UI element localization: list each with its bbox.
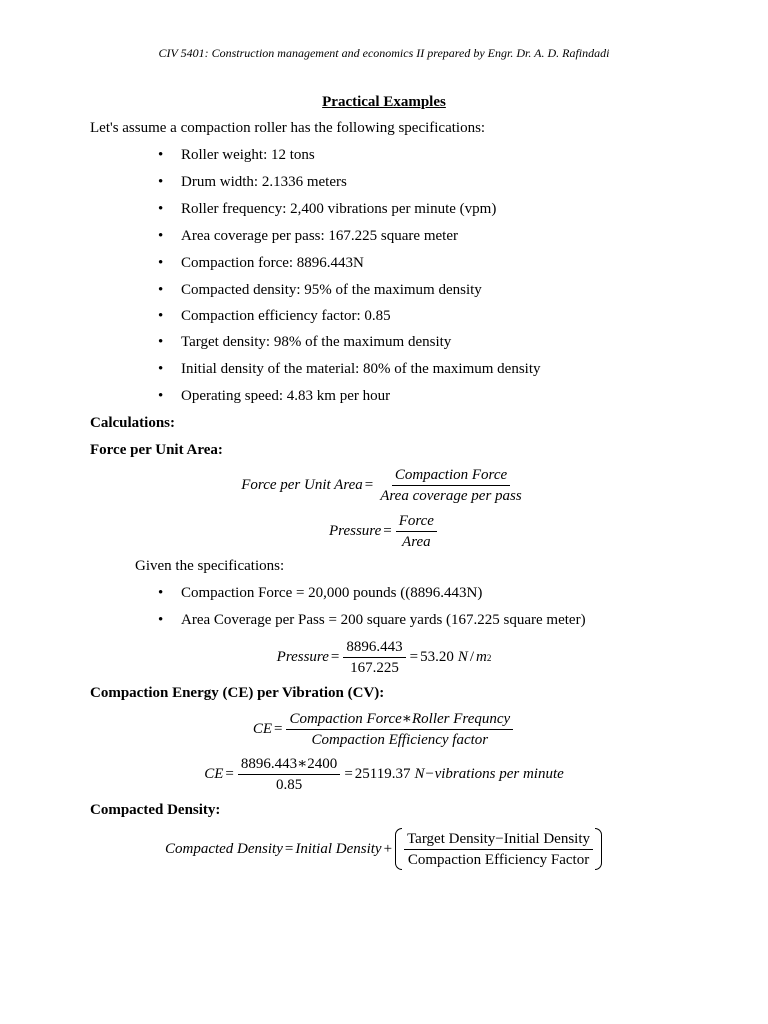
equation-pressure-value: Pressure = $\frac{8896.443}{167.225}$ = 53.20 N / m 2 — [276, 639, 492, 676]
intro-paragraph: Let's assume a compaction roller has the following specifications: — [90, 120, 486, 136]
list-item: • Compaction efficiency factor: 0.85 — [181, 308, 391, 325]
eq2-numerator: Force — [396, 512, 437, 532]
list-item: • Roller frequency: 2,400 vibrations per minute (vpm) — [181, 201, 496, 218]
eq1-lhs: Force per Unit Area — [241, 477, 363, 493]
eq6-parentheses — [395, 828, 602, 870]
list-item: • Drum width: 2.1336 meters — [181, 174, 347, 191]
list-item: • Compacted density: 95% of the maximum density — [181, 282, 482, 299]
page-header: CIV 5401: Construction management and economics II prepared by Engr. Dr. A. D. Rafindadi — [158, 46, 610, 60]
list-item: • Target density: 98% of the maximum density — [181, 334, 451, 351]
eq3-unit-m: m — [476, 649, 487, 665]
eq5-denominator: 0.85 — [275, 777, 303, 793]
list-item: • Area Coverage per Pass = 200 square yards (167.225 square meter) — [181, 612, 586, 629]
eq2-denominator: Area — [402, 534, 431, 550]
list-item: • Compaction force: 8896.443N — [181, 255, 364, 272]
eq3-unit-n: N — [457, 649, 468, 665]
eq4-numerator: Compaction Force∗Roller Frequncy — [286, 710, 513, 730]
eq3-exponent: 2 — [486, 652, 492, 663]
eq5-unit: N−vibrations per minute — [414, 766, 564, 782]
eq5-numerator: 8896.443∗2400 — [238, 755, 340, 775]
eq1-denominator: Area coverage per pass — [380, 488, 522, 504]
eq5-result: 25119.37 — [354, 766, 411, 782]
eq6-term: Initial Density — [295, 840, 382, 857]
list-item: • Operating speed: 4.83 km per hour — [181, 388, 390, 405]
list-item: • Area coverage per pass: 167.225 square meter — [181, 228, 458, 245]
equation-force-per-unit-area: Force per Unit Area = $\frac{\text{Compaction Force}}{\text{Area coverage per pass}}$ — [0, 466, 768, 505]
eq5-lhs: CE — [204, 766, 224, 782]
equation-ce-value: CE = $\frac{8896.443∗2400}{0.85}$ = 25119.37 N−vibrations per minute — [204, 756, 564, 793]
list-item: • Initial density of the material: 80% of the maximum density — [181, 361, 541, 378]
eq4-fraction — [286, 710, 513, 749]
eq6-numerator: Target Density−Initial Density — [404, 830, 593, 850]
eq4-lhs: CE — [252, 721, 272, 737]
compacted-density-heading: Compacted Density: — [90, 802, 221, 818]
eq4-denominator: Compaction Efficiency factor — [311, 732, 489, 748]
equation-pressure: Pressure = $\frac{\text{Force}}{\text{Area}}$ — [0, 512, 768, 551]
force-per-unit-area-heading: Force per Unit Area: — [90, 442, 223, 458]
given-paragraph: Given the specifications: — [135, 558, 285, 574]
eq3-numerator: 8896.443 — [343, 638, 405, 658]
compaction-energy-heading: Compaction Energy (CE) per Vibration (CV): — [90, 685, 385, 701]
eq3-fraction — [343, 638, 405, 677]
eq1-fraction — [377, 466, 525, 505]
eq2-fraction — [396, 512, 437, 551]
eq6-fraction — [404, 830, 593, 869]
equation-ce: CE = $\frac{\text{Compaction Force∗Roller Frequncy}}{\text{Compaction Efficiency factor}}$ — [0, 710, 768, 749]
list-item: • Compaction Force = 20,000 pounds ((8896.443N) — [181, 585, 482, 602]
eq3-denominator: 167.225 — [350, 660, 399, 676]
eq2-lhs: Pressure — [329, 523, 382, 539]
equation-compacted-density: Compacted Density = Initial Density + $\frac{\text{Target Density−Initial Density}}{\text{Compaction Efficiency Factor}}$ — [0, 828, 768, 870]
eq5-fraction — [238, 755, 340, 794]
calculations-heading: Calculations: — [90, 415, 176, 431]
list-item: • Roller weight: 12 tons — [181, 147, 315, 164]
eq6-lhs: Compacted Density — [164, 840, 283, 857]
eq3-result: 53.20 — [420, 649, 454, 665]
eq3-lhs: Pressure — [276, 649, 329, 665]
eq6-denominator: Compaction Efficiency Factor — [407, 851, 590, 868]
section-title: Practical Examples — [322, 94, 446, 110]
eq1-numerator: Compaction Force — [392, 466, 510, 486]
